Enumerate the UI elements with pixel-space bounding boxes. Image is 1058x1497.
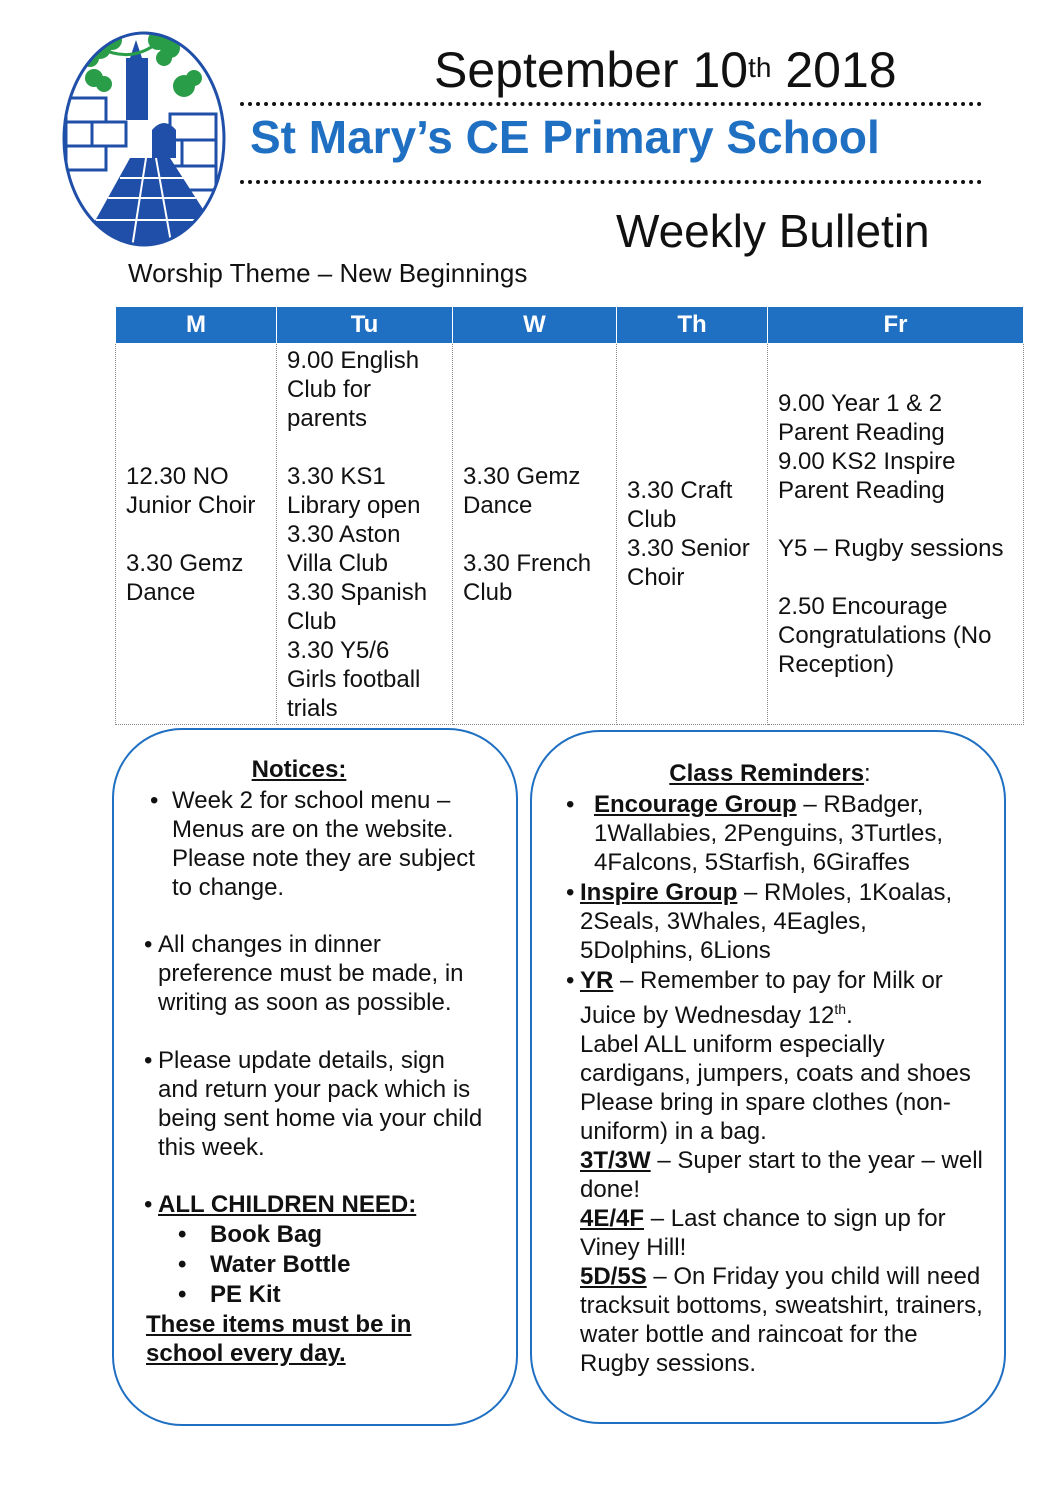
worship-theme: Worship Theme – New Beginnings bbox=[128, 258, 528, 288]
reminder-label: YR bbox=[580, 967, 614, 994]
schedule-entry bbox=[126, 520, 268, 549]
notices-heading: Notices: bbox=[251, 756, 347, 783]
reminder-text: – RMoles, 1Koalas, 2Seals, 3Whales, 4Eagles, 5Dolphins, 6Lions bbox=[580, 879, 953, 964]
bullet-icon: • bbox=[150, 787, 159, 814]
schedule-header-row bbox=[116, 307, 1024, 344]
reminder-text: – Remember to pay for Milk or Juice by Wednesday 12 bbox=[580, 967, 943, 1029]
need-label: PE Kit bbox=[210, 1281, 281, 1308]
bullet-icon: • bbox=[566, 879, 575, 906]
schedule-entry: 3.30 French Club bbox=[463, 549, 598, 606]
bullet-icon: • bbox=[566, 967, 575, 994]
schedule-entry: 3.30 Gemz Dance bbox=[463, 462, 588, 519]
schedule-entry bbox=[778, 505, 1015, 534]
reminder-text: Please bring in spare clothes (non-uniform) in a bag. bbox=[580, 1089, 951, 1145]
bullet-icon: • bbox=[566, 791, 575, 818]
schedule-cell-tuesday bbox=[277, 344, 453, 725]
schedule-entry bbox=[463, 520, 608, 549]
schedule-entry: 2.50 Encourage Congratulations (No Reception) bbox=[778, 593, 999, 678]
schedule-entry: 3.30 Gemz Dance bbox=[126, 549, 251, 606]
class-reminders-panel bbox=[530, 730, 1006, 1424]
notice-text: Week 2 for school menu – Menus are on the website. Please note they are subject to change. bbox=[172, 787, 475, 901]
schedule-entry: 3.30 Y5/6 Girls football trials bbox=[287, 637, 428, 722]
schedule-entry: 3.30 KS1 Library open bbox=[287, 463, 421, 519]
dotted-divider-bottom bbox=[240, 180, 982, 184]
reminder-label: 3T/3W bbox=[580, 1147, 651, 1174]
reminders-heading-colon: : bbox=[864, 760, 871, 787]
day-header: Fr bbox=[768, 307, 1024, 344]
dotted-divider-top bbox=[240, 102, 982, 106]
schedule-cell-friday bbox=[768, 344, 1024, 725]
schedule-entry: 3.30 Senior Choir bbox=[627, 535, 757, 591]
need-label: Book Bag bbox=[210, 1221, 323, 1248]
weekly-schedule-table bbox=[115, 306, 1024, 725]
reminder-sup: th bbox=[834, 1001, 847, 1017]
day-header: M bbox=[116, 307, 277, 344]
reminder-text-end: . bbox=[846, 1002, 853, 1029]
school-logo bbox=[60, 18, 228, 248]
schedule-row bbox=[116, 344, 1024, 725]
schedule-entry bbox=[778, 563, 1015, 592]
date-main: September 10 bbox=[434, 42, 749, 98]
schedule-entry: Y5 – Rugby sessions bbox=[778, 535, 1004, 562]
notice-text: All changes in dinner preference must be made, in writing as soon as possible. bbox=[158, 931, 464, 1016]
bullet-icon: • bbox=[144, 1047, 153, 1074]
bulletin-date bbox=[434, 40, 897, 100]
need-label: Water Bottle bbox=[210, 1251, 351, 1278]
schedule-entry: 9.00 Year 1 & 2 Parent Reading bbox=[778, 390, 949, 446]
schedule-entry: 9.00 KS2 Inspire Parent Reading bbox=[778, 448, 963, 504]
schedule-entry bbox=[287, 433, 444, 462]
date-suffix: th bbox=[748, 52, 772, 83]
school-name: St Mary’s CE Primary School bbox=[250, 111, 880, 163]
schedule-entry: 3.30 Aston Villa Club bbox=[287, 521, 408, 577]
reminder-text: – Last chance to sign up for Viney Hill! bbox=[580, 1205, 946, 1261]
notice-item bbox=[150, 786, 490, 902]
schedule-entry: 3.30 Craft Club bbox=[627, 477, 740, 533]
reminder-text: – On Friday you child will need tracksuit bottoms, sweatshirt, trainers, water bottle and raincoat for the Rugby sessions. bbox=[580, 1263, 983, 1377]
list-item bbox=[178, 1250, 478, 1279]
bullet-icon: • bbox=[178, 1251, 187, 1278]
reminder-text: Label ALL uniform especially cardigans, jumpers, coats and shoes bbox=[580, 1031, 971, 1087]
reminder-item bbox=[566, 878, 986, 965]
notice-item bbox=[144, 1046, 484, 1162]
bullet-icon: • bbox=[144, 1191, 153, 1218]
list-item bbox=[178, 1280, 478, 1309]
reminder-text: – RBadger, 1Wallabies, 2Penguins, 3Turtles, 4Falcons, 5Starfish, 6Giraffes bbox=[594, 791, 944, 876]
reminder-item bbox=[566, 966, 986, 1378]
notices-footer: These items must be in school every day. bbox=[146, 1311, 412, 1367]
bullet-icon: • bbox=[144, 931, 153, 958]
day-header: Th bbox=[617, 307, 768, 344]
schedule-cell-wednesday bbox=[453, 344, 617, 725]
schedule-entry: 12.30 NO Junior Choir bbox=[126, 462, 256, 519]
schedule-entry: 3.30 Spanish Club bbox=[287, 579, 434, 635]
notice-text: ALL CHILDREN NEED: bbox=[158, 1191, 417, 1218]
schedule-entry: 9.00 English Club for parents bbox=[287, 347, 426, 432]
notice-item bbox=[144, 1190, 484, 1219]
bulletin-title: Weekly Bulletin bbox=[616, 205, 930, 257]
reminder-label: 5D/5S bbox=[580, 1263, 647, 1290]
reminder-text: – Super start to the year – well done! bbox=[580, 1147, 983, 1203]
needs-list bbox=[178, 1220, 478, 1309]
notices-panel bbox=[112, 728, 518, 1426]
day-header: Tu bbox=[277, 307, 453, 344]
reminders-heading-wrap bbox=[532, 760, 1008, 788]
reminder-item bbox=[566, 790, 986, 877]
schedule-cell-monday bbox=[116, 344, 277, 725]
bullet-icon: • bbox=[178, 1221, 187, 1248]
day-header: W bbox=[453, 307, 617, 344]
reminder-label: 4E/4F bbox=[580, 1205, 645, 1232]
reminder-label: Encourage Group bbox=[594, 791, 797, 818]
bullet-icon: • bbox=[178, 1281, 187, 1308]
schedule-cell-thursday bbox=[617, 344, 768, 725]
date-year: 2018 bbox=[785, 42, 897, 98]
reminders-heading: Class Reminders bbox=[669, 760, 865, 787]
notice-text: Please update details, sign and return your pack which is being sent home via your child this week. bbox=[158, 1047, 483, 1161]
notice-item bbox=[144, 930, 484, 1017]
list-item bbox=[178, 1220, 478, 1249]
reminder-label: Inspire Group bbox=[580, 879, 738, 906]
